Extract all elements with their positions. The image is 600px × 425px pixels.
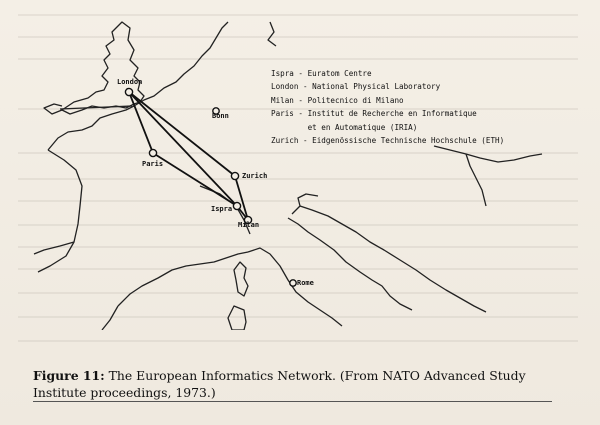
legend-item: Zurich - Eidgenössische Technische Hochschule (ETH) [271,136,505,146]
europe-network-map [30,10,550,330]
city-label-milan: Milan [238,221,260,229]
legend-item: Ispra - Euratom Centre [271,69,372,78]
city-label-london: London [117,78,143,86]
figure-caption-text: The European Informatics Network. (From NATO Advanced Study Institute proceedings, 1973.) [33,368,526,400]
sardinia [228,306,246,330]
network-links [129,92,248,220]
legend-item: Milan - Politecnico di Milano [271,95,404,105]
node-zurich [231,172,238,179]
city-label-ispra: Ispra [211,205,233,213]
legend-item: et en Automatique (IRIA) [271,122,418,132]
city-label-paris: Paris [142,160,164,168]
node-ispra [233,202,240,209]
balkan-coastline [300,206,486,312]
city-label-bonn: Bonn [212,112,229,120]
map-legend [271,67,504,147]
mediterranean-coastline [118,252,248,306]
italy-coastline [248,248,342,326]
figure-caption [33,367,563,401]
city-label-rome: Rome [297,279,314,287]
figure-label: Figure 11: [33,368,105,383]
legend-item: Paris - Institut de Recherche en Informatique [271,109,477,119]
city-label-zurich: Zurich [242,172,268,180]
legend-item: London - National Physical Laboratory [271,82,441,92]
caption-rule [33,401,552,402]
node-paris [149,149,156,156]
node-london [125,88,132,95]
node-rome [290,280,296,286]
continental-coastline [48,22,228,150]
corsica [234,262,248,296]
